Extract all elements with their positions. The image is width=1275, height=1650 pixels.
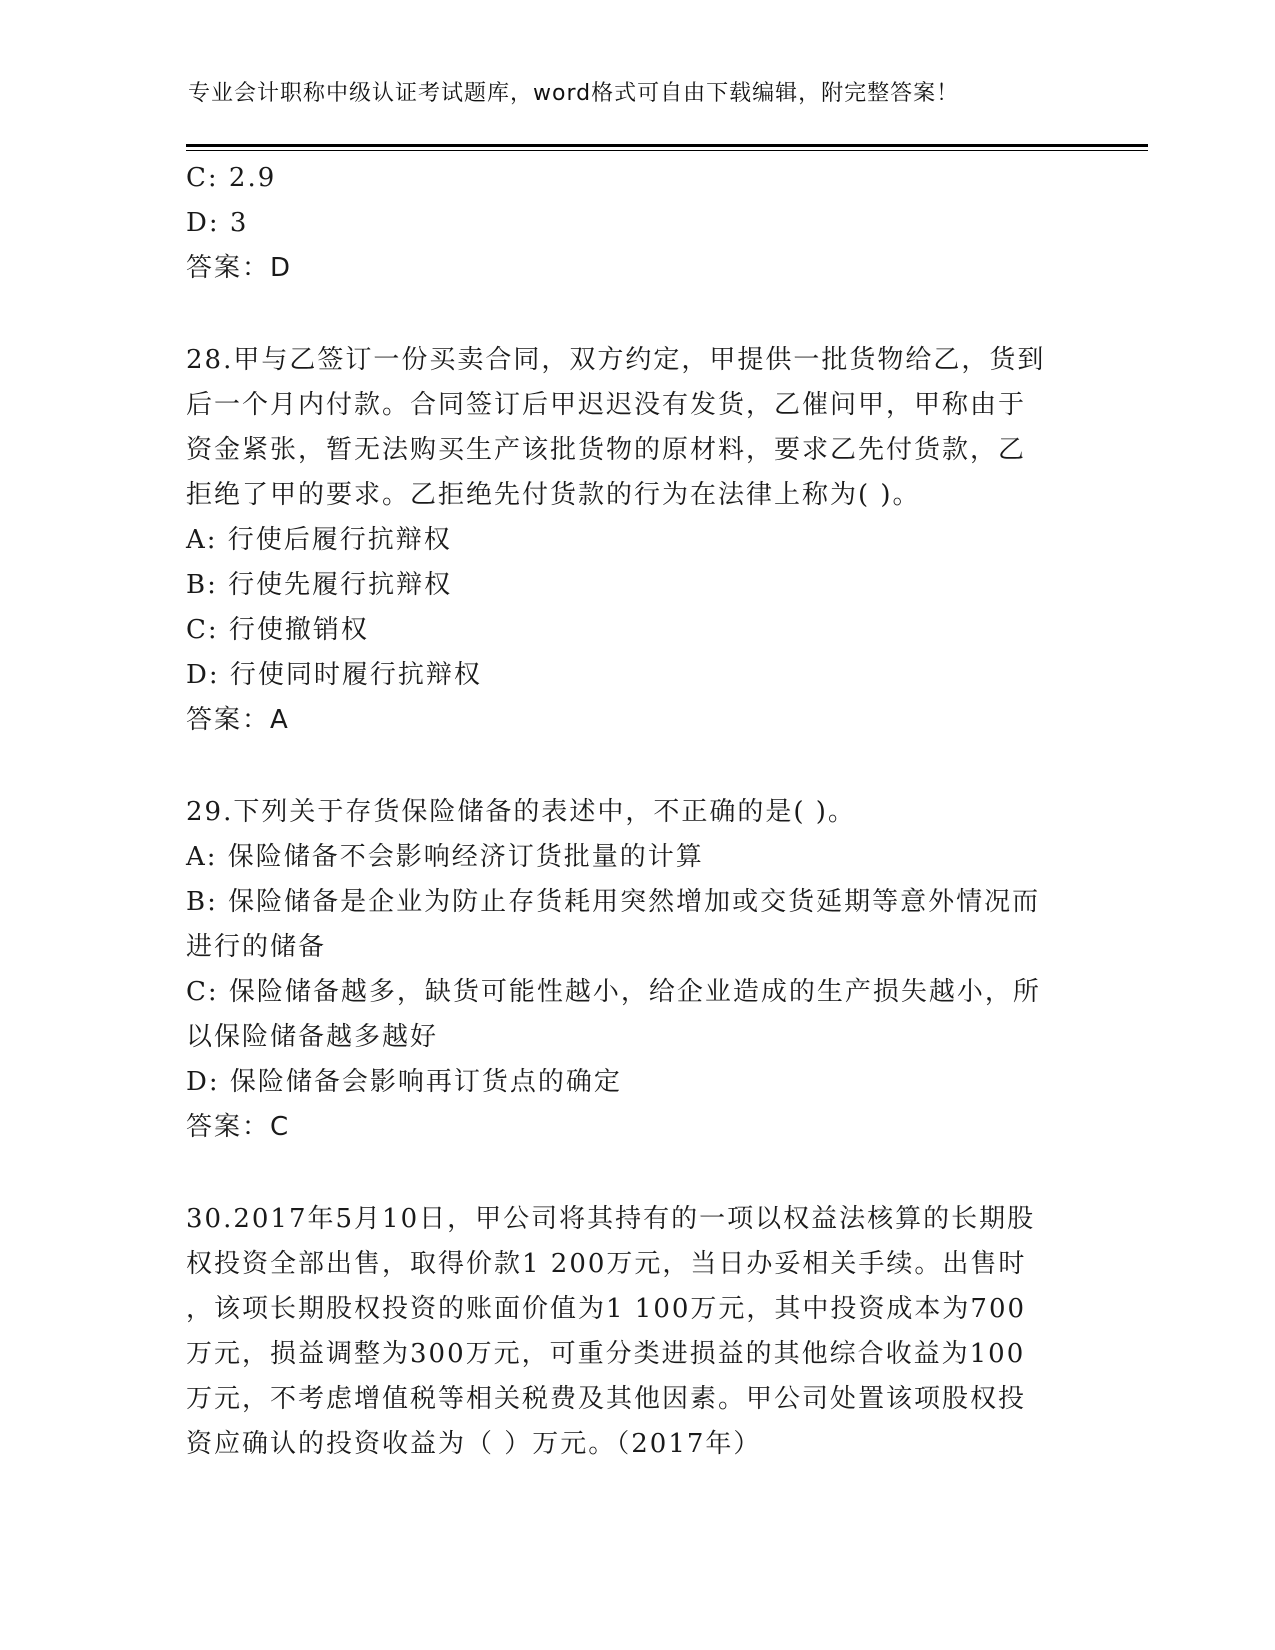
question-text-line: 28.甲与乙签订一份买卖合同，双方约定，甲提供一批货物给乙，货到 (186, 345, 1046, 375)
option-a: A: 保险储备不会影响经济订货批量的计算 (186, 842, 704, 872)
document-body (186, 156, 1076, 1467)
question-text-line: 万元，不考虑增值税等相关税费及其他因素。甲公司处置该项股权投 (186, 1384, 1027, 1414)
question-30 (186, 1197, 1076, 1467)
question-text-line: 29.下列关于存货保险储备的表述中，不正确的是( )。 (186, 797, 856, 827)
question-text-line: 拒绝了甲的要求。乙拒绝先付货款的行为在法律上称为( )。 (186, 480, 921, 510)
spacer (186, 291, 1076, 338)
header-divider-thick (186, 144, 1148, 147)
option-c-continued: 以保险储备越多越好 (186, 1022, 439, 1052)
option-d: D: 保险储备会影响再订货点的确定 (186, 1067, 622, 1097)
question-text-line: 30.2017年5月10日，甲公司将其持有的一项以权益法核算的长期股 (186, 1204, 1036, 1234)
option-b: B: 保险储备是企业为防止存货耗用突然增加或交货延期等意外情况而 (186, 887, 1041, 917)
option-c: C: 保险储备越多，缺货可能性越小，给企业造成的生产损失越小，所 (186, 977, 1041, 1007)
question-text-line: 资金紧张，暂无法购买生产该批货物的原材料，要求乙先付货款，乙 (186, 435, 1027, 465)
question-text-line: 后一个月内付款。合同签订后甲迟迟没有发货，乙催问甲，甲称由于 (186, 390, 1027, 420)
option-d: D: 3 (186, 208, 249, 238)
answer-label: 答案：C (186, 1112, 291, 1142)
option-a: A: 行使后履行抗辩权 (186, 525, 452, 555)
option-d: D: 行使同时履行抗辩权 (186, 660, 482, 690)
question-28 (186, 338, 1076, 743)
question-text-line: 万元，损益调整为300万元，可重分类进损益的其他综合收益为100 (186, 1339, 1026, 1369)
header-divider-thin (186, 150, 1148, 151)
question-text-line: ，该项长期股权投资的账面价值为1 100万元，其中投资成本为700 (186, 1294, 1027, 1324)
answer-label: 答案：A (186, 705, 290, 735)
option-b: B: 行使先履行抗辩权 (186, 570, 453, 600)
option-c: C: 行使撤销权 (186, 615, 369, 645)
question-29 (186, 790, 1076, 1150)
question-text-line: 权投资全部出售，取得价款1 200万元，当日办妥相关手续。出售时 (186, 1249, 1027, 1279)
spacer (186, 1150, 1076, 1197)
page-header: 专业会计职称中级认证考试题库，word格式可自由下载编辑，附完整答案！ (188, 81, 960, 106)
answer-label: 答案：D (186, 253, 293, 283)
question-text-line: 资应确认的投资收益为（ ）万元。（2017年） (186, 1429, 762, 1459)
option-c: C: 2.9 (186, 163, 277, 193)
option-b-continued: 进行的储备 (186, 932, 327, 962)
spacer (186, 743, 1076, 790)
